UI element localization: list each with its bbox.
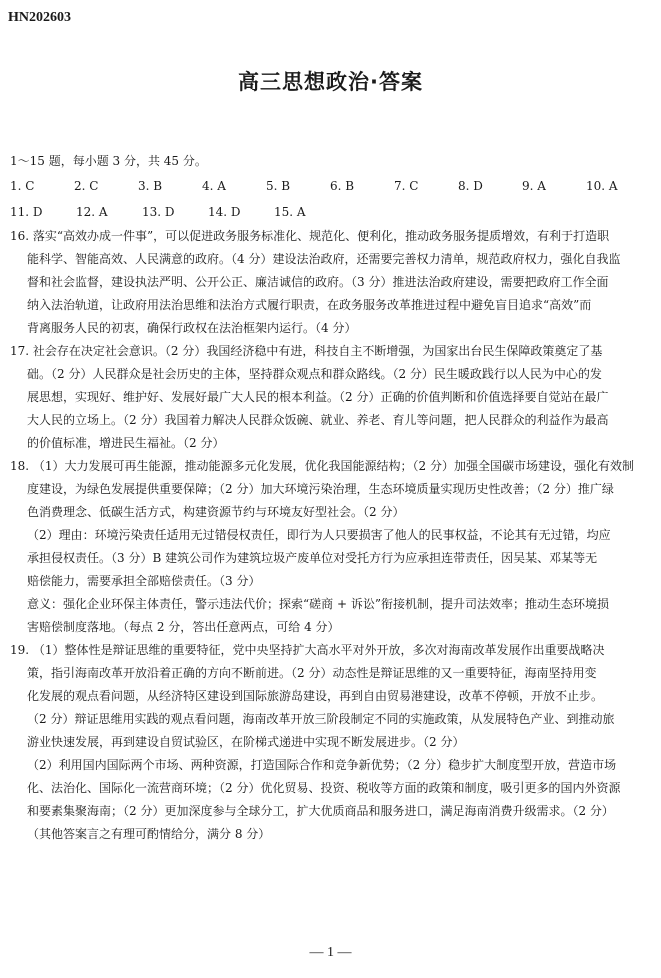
answer-line: 意义：强化企业环保主体责任，警示违法代价；探索“磋商 + 诉讼”衔接机制，提升司法效率；推动生态环境损 — [27, 597, 609, 611]
mc-answer: 8. D — [458, 179, 483, 193]
answer-line: 背离服务人民的初衷，确保行政权在法治框架内运行。（4 分） — [27, 321, 357, 335]
answer-content — [10, 150, 650, 846]
document-code: HN202603 — [8, 10, 71, 25]
answer-line: 大人民的立场上。（2 分）我国着力解决人民群众饭碗、就业、养老、育儿等问题，把人民群众的利益作为最高 — [27, 413, 609, 427]
mc-answer: 9. A — [522, 179, 546, 193]
answer-line: 策，指引海南改革开放沿着正确的方向不断前进。（2 分）动态性是辩证思维的又一重要特征，海南坚持用变 — [27, 666, 597, 680]
question-17-answer — [10, 340, 650, 455]
page-title: 高三思想政治·答案 — [238, 70, 423, 94]
mc-answer: 4. A — [202, 179, 226, 193]
page-number: — 1 — — [309, 945, 352, 960]
answer-line: 16. 落实“高效办成一件事”，可以促进政务服务标准化、规范化、便利化，推动政务服务提质增效，有利于打造职 — [10, 229, 610, 243]
question-18-answer — [10, 455, 650, 639]
mc-answer: 1. C — [10, 179, 35, 193]
answer-line: 害赔偿制度落地。（每点 2 分，答出任意两点，可给 4 分） — [27, 620, 340, 634]
mc-answer: 15. A — [274, 205, 306, 219]
mc-intro: 1～15 题，每小题 3 分，共 45 分。 — [10, 154, 207, 168]
mc-answer: 7. C — [394, 179, 419, 193]
mc-answer: 11. D — [10, 205, 43, 219]
mc-answers-row-2 — [10, 199, 650, 225]
answer-line: 展思想，实现好、维护好、发展好最广大人民的根本利益。（2 分）正确的价值判断和价值选择要自觉站在最广 — [27, 390, 609, 404]
answer-line: 能科学、智能高效、人民满意的政府。（4 分）建设法治政府，还需要完善权力清单，规范政府权力，强化自我监 — [27, 252, 621, 266]
answer-line: 化、法治化、国际化一流营商环境；（2 分）优化贸易、投资、税收等方面的政策和制度，吸引更多的国内外资源 — [27, 781, 621, 795]
mc-answers-row-1 — [10, 173, 650, 199]
answer-line: （其他答案言之有理可酌情给分，满分 8 分） — [27, 827, 271, 841]
mc-answer: 14. D — [208, 205, 241, 219]
mc-answer: 10. A — [586, 179, 618, 193]
answer-line: （2 分）辩证思维用实践的观点看问题，海南改革开放三阶段制定不同的实施政策，从发展特色产业、到推动旅 — [27, 712, 615, 726]
answer-line: （2）利用国内国际两个市场、两种资源，打造国际合作和竞争新优势；（2 分）稳步扩大制度型开放，营造市场 — [27, 758, 617, 772]
mc-answer: 12. A — [76, 205, 108, 219]
mc-answer: 3. B — [138, 179, 163, 193]
answer-line: （2）理由：环境污染责任适用无过错侵权责任，即行为人只要损害了他人的民事权益，不论其有无过错，均应 — [27, 528, 611, 542]
answer-line: 赔偿能力，需要承担全部赔偿责任。（3 分） — [27, 574, 261, 588]
mc-answer: 6. B — [330, 179, 355, 193]
answer-line: 17. 社会存在决定社会意识。（2 分）我国经济稳中有进，科技自主不断增强，为国家出台民生保障政策奠定了基 — [10, 344, 603, 358]
answer-line: 18. （1）大力发展可再生能源，推动能源多元化发展，优化我国能源结构；（2 分）加强全国碳市场建设，强化有效制 — [10, 459, 634, 473]
answer-line: 督和社会监督，建设执法严明、公开公正、廉洁诚信的政府。（3 分）推进法治政府建设，需要把政府工作全面 — [27, 275, 609, 289]
answer-line: 游业快速发展，再到建设自贸试验区，在阶梯式递进中实现不断发展进步。（2 分） — [27, 735, 465, 749]
answer-line: 化发展的观点看问题，从经济特区建设到国际旅游岛建设，再到自由贸易港建设，改革不停顿，开放不止步。 — [27, 689, 604, 703]
mc-answer: 5. B — [266, 179, 291, 193]
answer-line: 纳入法治轨道，让政府用法治思维和法治方式履行职责，在政务服务改革推进过程中避免盲目追求“高效”而 — [27, 298, 592, 312]
answer-line: 度建设，为绿色发展提供重要保障；（2 分）加大环境污染治理，生态环境质量实现历史性改善；（2 分）推广绿 — [27, 482, 614, 496]
mc-answer: 2. C — [74, 179, 99, 193]
answer-line: 19. （1）整体性是辩证思维的重要特征，党中央坚持扩大高水平对外开放，多次对海南改革发展作出重要战略决 — [10, 643, 605, 657]
answer-line: 的价值标准，增进民生福祉。（2 分） — [27, 436, 225, 450]
answer-line: 承担侵权责任。（3 分）B 建筑公司作为建筑垃圾产废单位对受托方行为应承担连带责任，因吴某、邓某等无 — [27, 551, 598, 565]
answer-line: 色消费理念、低碳生活方式，构建资源节约与环境友好型社会。（2 分） — [27, 505, 405, 519]
question-19-answer — [10, 639, 650, 846]
question-16-answer — [10, 225, 650, 340]
answer-line: 和要素集聚海南；（2 分）更加深度参与全球分工，扩大优质商品和服务进口，满足海南消费升级需求。（2 分） — [27, 804, 614, 818]
mc-answer: 13. D — [142, 205, 175, 219]
answer-line: 础。（2 分）人民群众是社会历史的主体，坚持群众观点和群众路线。（2 分）民生暖政践行以人民为中心的发 — [27, 367, 602, 381]
